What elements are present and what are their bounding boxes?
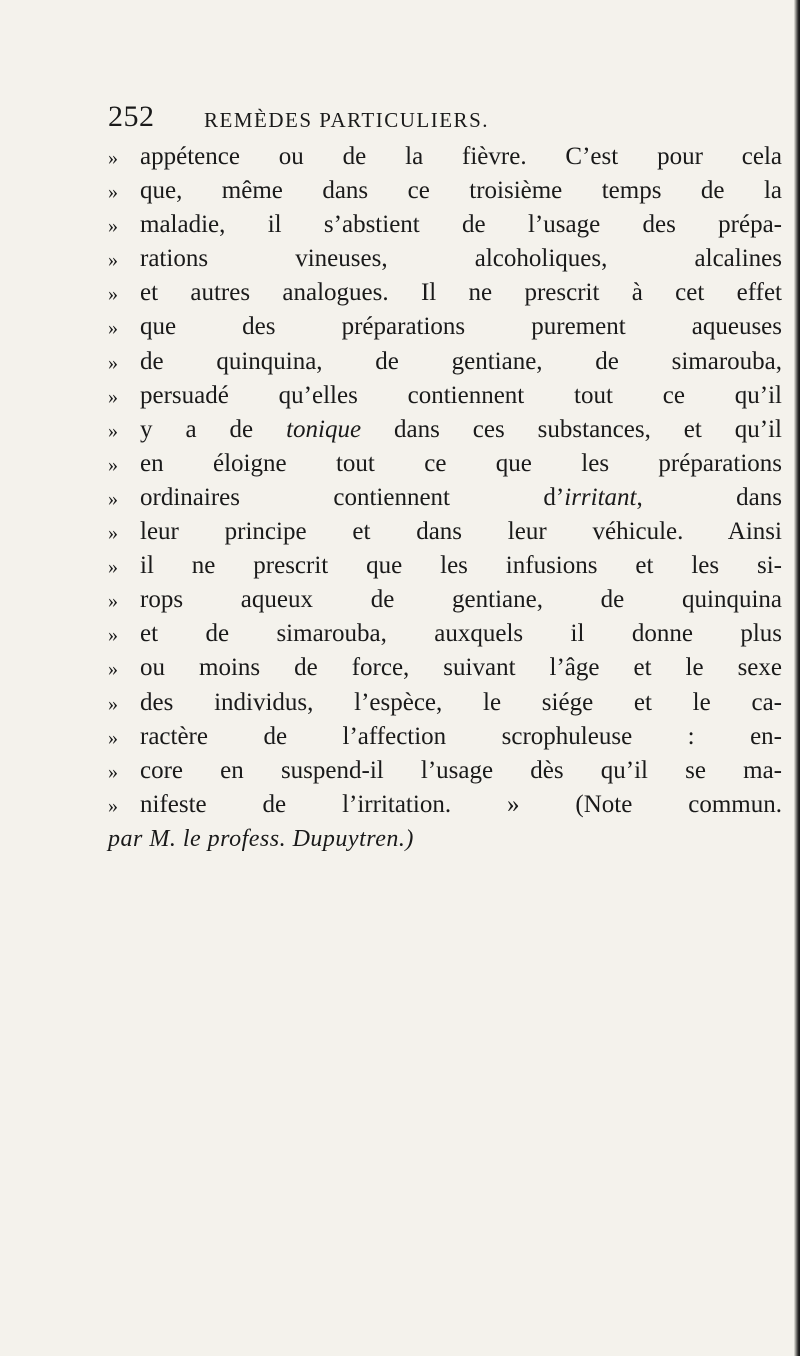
quote-mark: » (108, 556, 118, 579)
quote-mark: » (108, 590, 118, 613)
text-line (108, 413, 788, 447)
running-head: REMÈDES PARTICULIERS. (204, 108, 489, 132)
line-text: des individus, l’espèce, le siége et le ca- (140, 688, 782, 716)
line-text: leur principe et dans leur véhicule. Ainsi (140, 518, 782, 546)
text-line (108, 140, 788, 174)
line-text: et de simarouba, auxquels il donne plus (140, 620, 782, 648)
quote-mark: » (108, 181, 118, 204)
line-text: ou moins de force, suivant l’âge et le sexe (140, 654, 782, 682)
text-line (108, 310, 788, 344)
line-text: que des préparations purement aqueuses (140, 313, 782, 341)
line-text: appétence ou de la fièvre. C’est pour cela (140, 143, 782, 170)
text-line (108, 686, 788, 720)
line-text: et autres analogues. Il ne prescrit à cet effet (140, 279, 782, 307)
quote-mark: » (108, 624, 118, 647)
text-line (108, 720, 788, 754)
quote-mark: » (108, 419, 118, 442)
quote-mark: » (108, 487, 118, 510)
line-text-start: ordinaires contiennent d’ (140, 483, 565, 511)
quote-mark: » (108, 147, 118, 169)
line-text: il ne prescrit que les infusions et les si- (140, 552, 782, 580)
quote-mark: » (108, 317, 118, 340)
quote-mark: » (108, 692, 118, 715)
page-number: 252 (108, 100, 155, 133)
line-text: que, même dans ce troisième temps de la (140, 177, 782, 205)
text-line (108, 447, 788, 481)
line-text: en éloigne tout ce que les préparations (140, 449, 782, 477)
quote-mark: » (108, 726, 118, 749)
attribution-line: par M. le profess. Dupuytren.) (108, 825, 414, 852)
quote-mark: » (108, 658, 118, 681)
text-line (108, 549, 788, 583)
text-line (108, 208, 788, 242)
text-line (108, 651, 788, 685)
body-text (108, 140, 788, 856)
text-line (108, 583, 788, 617)
text-line-final (108, 822, 788, 856)
text-line (108, 754, 788, 788)
text-line (108, 481, 788, 515)
quote-mark: » (108, 794, 118, 817)
line-text (140, 481, 782, 515)
quote-mark: » (108, 215, 118, 238)
line-text: core en suspend-il l’usage dès qu’il se ma- (140, 756, 782, 784)
text-line (108, 617, 788, 651)
page-edge (794, 0, 800, 1356)
quote-mark: » (108, 351, 118, 374)
text-line (108, 174, 788, 208)
italic-term-tonique: tonique (286, 415, 362, 443)
line-text-end: dans ces substances, et qu’il (394, 415, 782, 443)
text-line (108, 379, 788, 413)
quote-mark: » (108, 249, 118, 272)
line-text: rations vineuses, alcoholiques, alcalines (140, 245, 782, 273)
text-line (108, 276, 788, 310)
quote-mark: » (108, 283, 118, 306)
page-header (108, 100, 748, 140)
quote-mark: » (108, 453, 118, 476)
quote-mark: » (108, 385, 118, 408)
text-line (108, 345, 788, 379)
line-text: maladie, il s’abstient de l’usage des prépa- (140, 211, 782, 239)
line-text: rops aqueux de gentiane, de quinquina (140, 586, 782, 614)
text-line (108, 788, 788, 822)
line-text: persuadé qu’elles contiennent tout ce qu’il (140, 381, 782, 409)
text-line (108, 515, 788, 549)
line-text: nifeste de l’irritation. » (Note commun. (140, 790, 782, 818)
line-text-end: , dans (636, 483, 782, 511)
line-text: ractère de l’affection scrophuleuse : en- (140, 722, 782, 750)
italic-term-irritant: irritant (564, 483, 637, 511)
quote-mark: » (108, 522, 118, 545)
text-line (108, 242, 788, 276)
line-text-start: y a de (140, 415, 254, 443)
line-text (140, 413, 782, 447)
quote-mark: » (108, 760, 118, 783)
line-text: de quinquina, de gentiane, de simarouba, (140, 347, 782, 375)
